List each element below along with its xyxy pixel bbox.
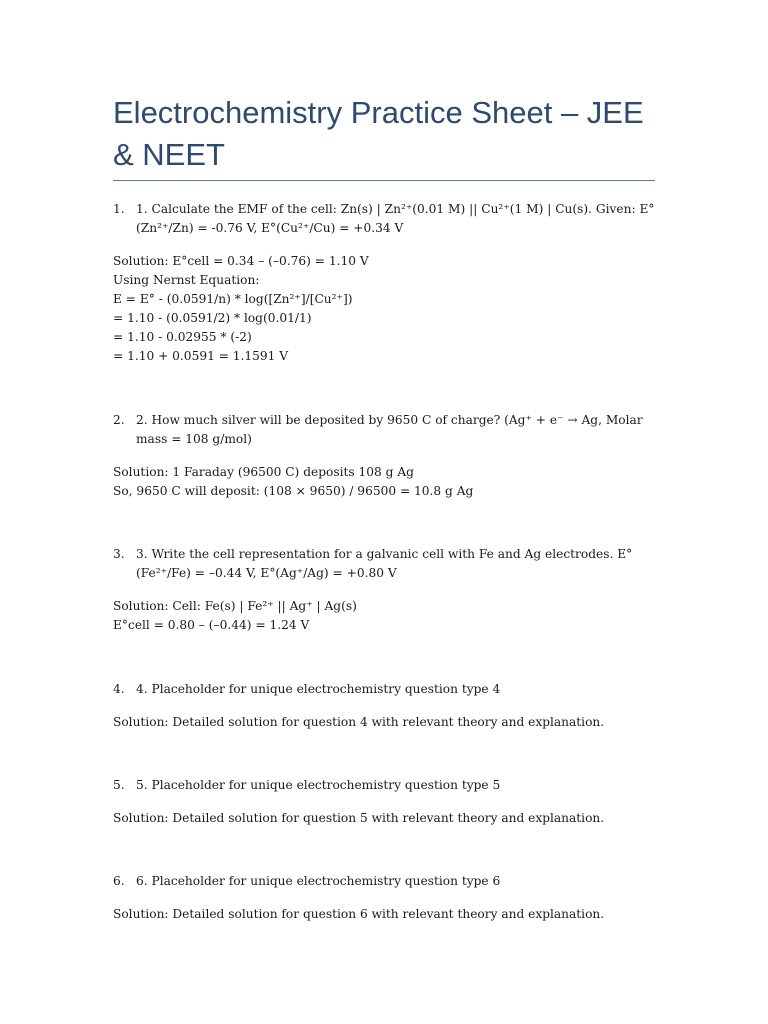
question-block-3 bbox=[113, 545, 658, 635]
question-item bbox=[113, 411, 658, 449]
title-underline bbox=[113, 180, 655, 181]
question-block-1 bbox=[113, 200, 658, 366]
question-number: 1. bbox=[113, 202, 125, 216]
question-number: 5. bbox=[113, 778, 125, 792]
question-number: 2. bbox=[113, 413, 125, 427]
solution-line: = 1.10 + 0.0591 = 1.1591 V bbox=[113, 349, 289, 363]
question-text: 3. Write the cell representation for a galvanic cell with Fe and Ag electrodes. E°(Fe²⁺/Fe) = –0.44 V, E°(Ag⁺/Ag) = +0.80 V bbox=[136, 547, 633, 580]
solution-line: Solution: Detailed solution for question 4 with relevant theory and explanation. bbox=[113, 715, 605, 729]
question-item bbox=[113, 680, 658, 699]
solution-line: Solution: Cell: Fe(s) | Fe²⁺ || Ag⁺ | Ag(s) bbox=[113, 599, 357, 613]
question-text: 5. Placeholder for unique electrochemistry question type 5 bbox=[136, 778, 501, 792]
question-number: 6. bbox=[113, 874, 125, 888]
solution bbox=[113, 809, 658, 828]
question-text: 1. Calculate the EMF of the cell: Zn(s) | Zn²⁺(0.01 M) || Cu²⁺(1 M) | Cu(s). Given: E°(Zn²⁺/Zn) = -0.76 V, E°(Cu²⁺/Cu) = +0.34 V bbox=[136, 202, 655, 235]
question-item bbox=[113, 545, 658, 583]
solution-line: Solution: E°cell = 0.34 – (–0.76) = 1.10 V bbox=[113, 254, 369, 268]
solution-line: Solution: Detailed solution for question 6 with relevant theory and explanation. bbox=[113, 907, 605, 921]
question-item bbox=[113, 776, 658, 795]
solution-line: = 1.10 - (0.0591/2) * log(0.01/1) bbox=[113, 311, 312, 325]
solution bbox=[113, 597, 658, 635]
solution-line: So, 9650 C will deposit: (108 × 9650) / 96500 = 10.8 g Ag bbox=[113, 484, 474, 498]
question-number: 3. bbox=[113, 547, 125, 561]
solution bbox=[113, 252, 658, 366]
solution-line: E = E° - (0.0591/n) * log([Zn²⁺]/[Cu²⁺]) bbox=[113, 292, 353, 306]
document-title: Electrochemistry Practice Sheet – JEE & NEET bbox=[113, 95, 644, 172]
question-block-2 bbox=[113, 411, 658, 501]
question-block-4 bbox=[113, 680, 658, 732]
solution-line: = 1.10 - 0.02955 * (-2) bbox=[113, 330, 252, 344]
solution-line: E°cell = 0.80 – (–0.44) = 1.24 V bbox=[113, 618, 310, 632]
question-block-5 bbox=[113, 776, 658, 828]
solution-line: Solution: Detailed solution for question 5 with relevant theory and explanation. bbox=[113, 811, 605, 825]
question-item bbox=[113, 200, 658, 238]
solution bbox=[113, 905, 658, 924]
question-item bbox=[113, 872, 658, 891]
question-number: 4. bbox=[113, 682, 125, 696]
question-block-6 bbox=[113, 872, 658, 924]
question-text: 6. Placeholder for unique electrochemistry question type 6 bbox=[136, 874, 501, 888]
question-text: 2. How much silver will be deposited by 9650 C of charge? (Ag⁺ + e⁻ → Ag, Molar mass = 108 g/mol) bbox=[136, 413, 643, 446]
solution-line: Using Nernst Equation: bbox=[113, 273, 260, 287]
question-text: 4. Placeholder for unique electrochemistry question type 4 bbox=[136, 682, 501, 696]
solution bbox=[113, 713, 658, 732]
solution-line: Solution: 1 Faraday (96500 C) deposits 108 g Ag bbox=[113, 465, 414, 479]
solution bbox=[113, 463, 658, 501]
